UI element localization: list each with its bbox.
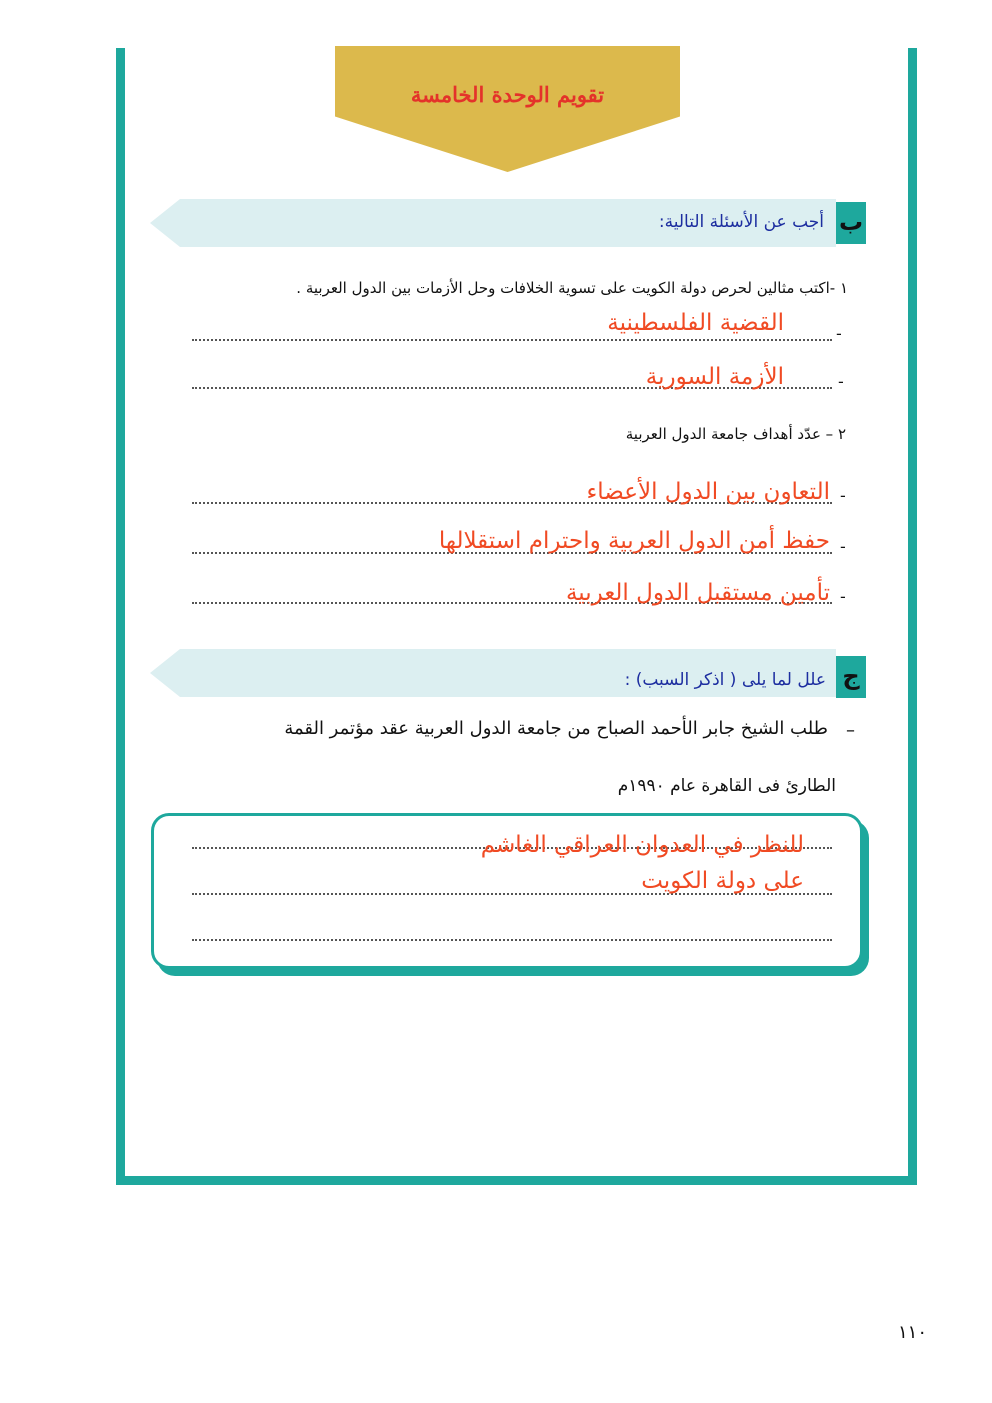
section-c-letter: ج <box>836 656 866 698</box>
answer-c-line1: للنظر في العدوان العراقي الغاشم <box>480 832 804 858</box>
bullet-dash: - <box>838 372 844 391</box>
answer-line <box>192 939 832 941</box>
question-2: ٢ – عدّد أهداف جامعة الدول العربية <box>625 425 846 443</box>
section-b-letter: ب <box>836 202 866 244</box>
question-c-line2: الطارئ فى القاهرة عام ١٩٩٠م <box>617 776 836 796</box>
page-number: ١١٠ <box>898 1322 928 1343</box>
bullet-dash: - <box>836 324 842 343</box>
question-c-line1: طلب الشيخ جابر الأحمد الصباح من جامعة الدول العربية عقد مؤتمر القمة <box>284 718 828 739</box>
bullet-dash: - <box>840 587 846 606</box>
section-b-title: أجب عن الأسئلة التالية: <box>658 212 824 232</box>
answer-q2-1: التعاون بين الدول الأعضاء <box>586 479 830 505</box>
answer-q1-1: القضية الفلسطينية <box>607 310 784 336</box>
answer-q2-2: حفظ أمن الدول العربية واحترام استقلالها <box>438 528 830 554</box>
answer-q1-2: الأزمة السورية <box>645 364 784 390</box>
bullet-dash: - <box>840 486 846 505</box>
section-c-title: علل لما يلى ( اذكر السبب) : <box>624 670 826 690</box>
bullet-dash: – <box>846 720 855 741</box>
page-title: تقويم الوحدة الخامسة <box>410 82 605 107</box>
answer-q2-3: تأمين مستقبل الدول العربية <box>565 580 830 606</box>
answer-line <box>192 339 832 341</box>
answer-c-line2: على دولة الكويت <box>641 868 804 894</box>
question-1: ١ -اكتب مثالين لحرص دولة الكويت على تسوية الخلافات وحل الأزمات بين الدول العربية . <box>296 279 848 297</box>
bullet-dash: - <box>840 537 846 556</box>
